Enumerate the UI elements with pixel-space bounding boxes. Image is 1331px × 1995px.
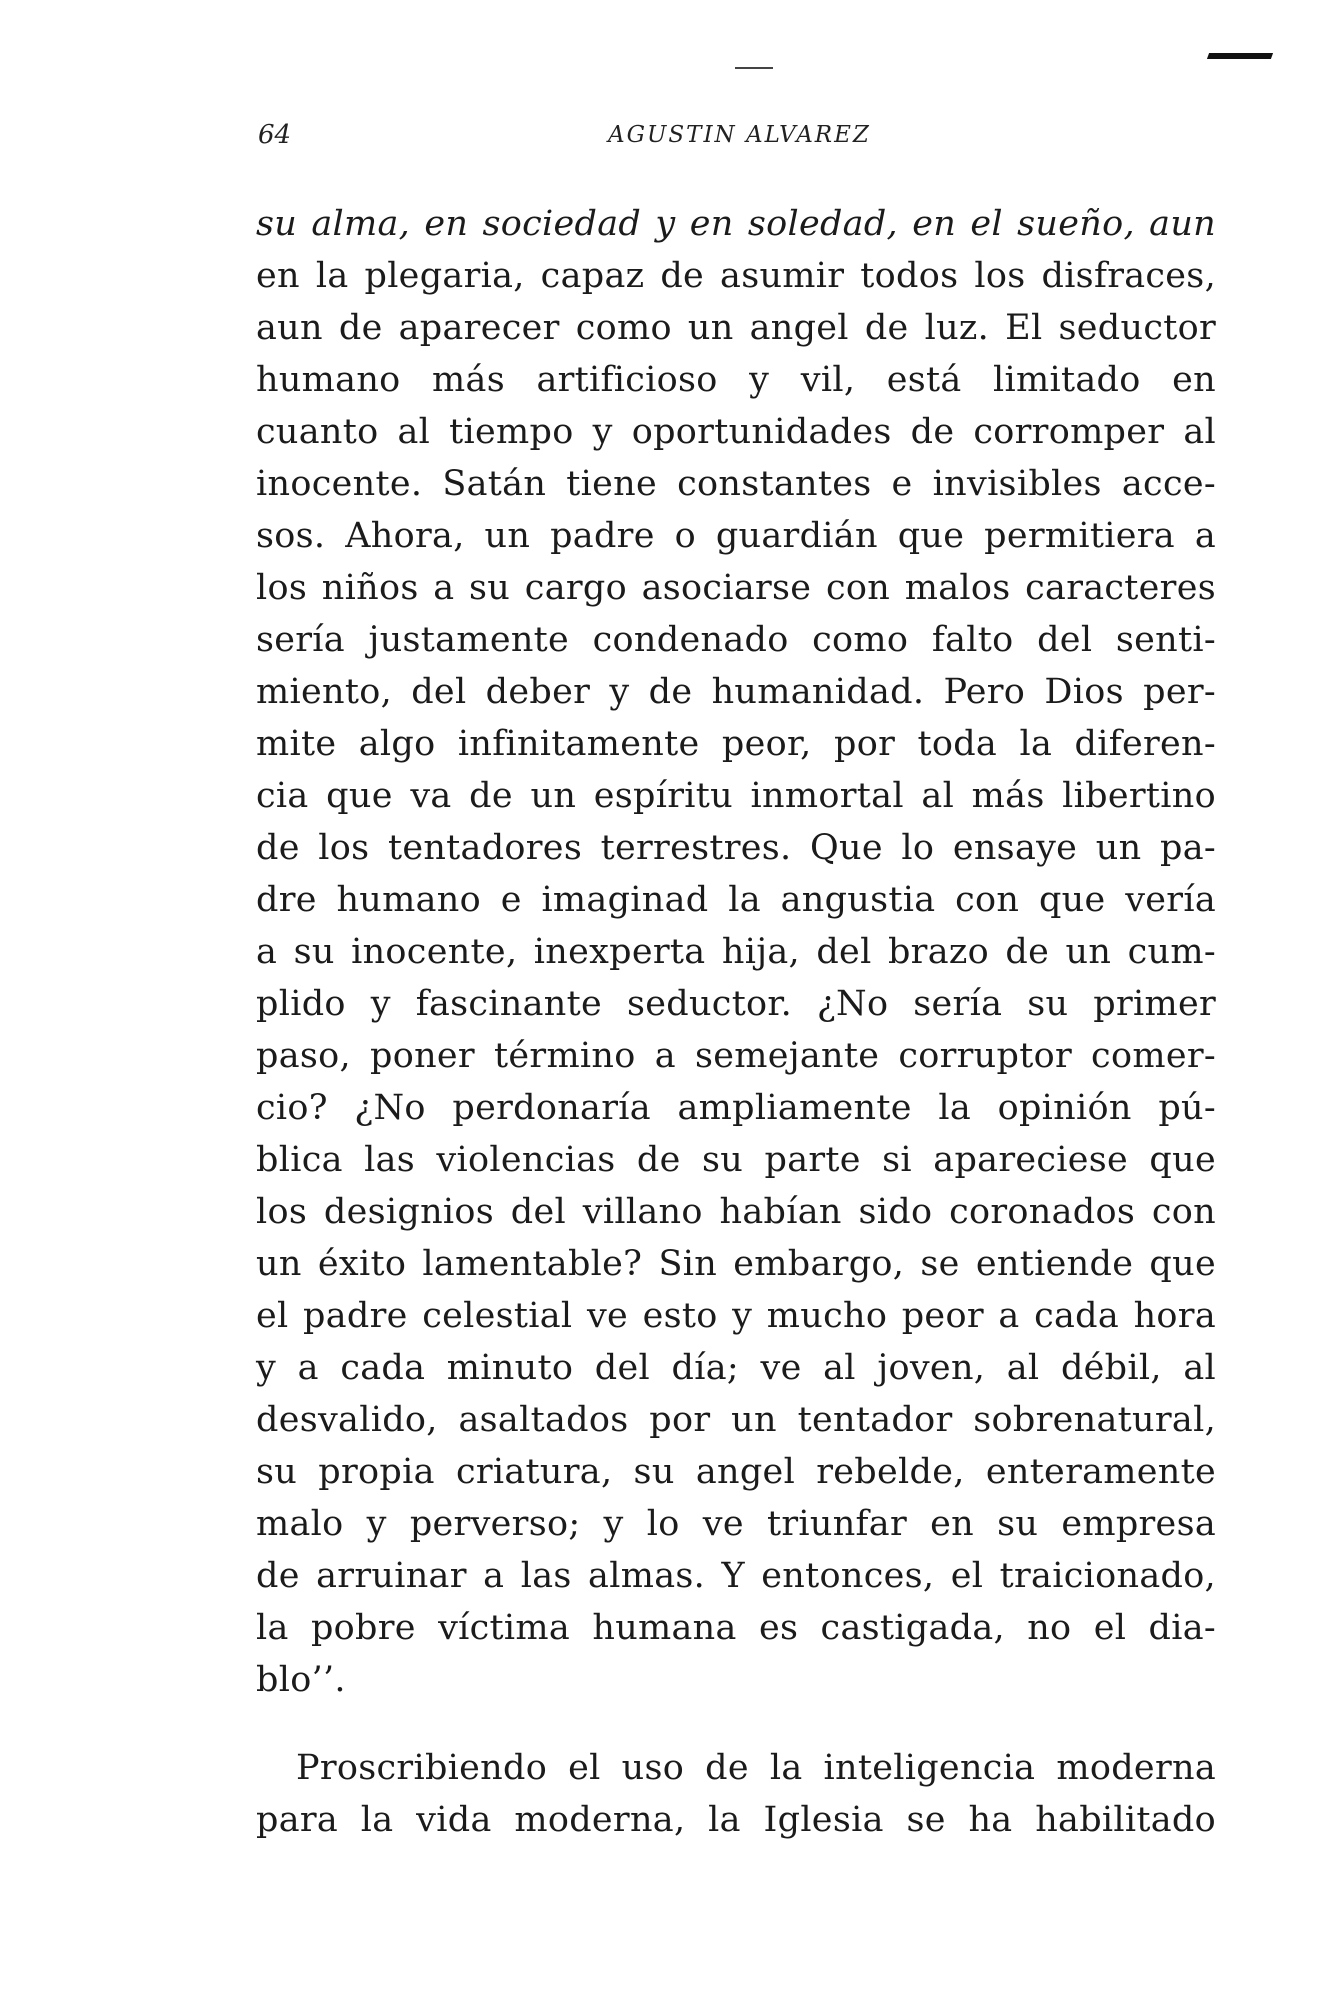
paragraph-1 bbox=[256, 198, 1216, 1706]
text-line: la pobre víctima humana es castigada, no el dia- bbox=[256, 1608, 1216, 1648]
text-line: dre humano e imaginad la angustia con que vería bbox=[256, 880, 1216, 920]
text-line: un éxito lamentable? Sin embargo, se entiende que bbox=[256, 1244, 1216, 1284]
text-line: cia que va de un espíritu inmortal al más libertino bbox=[256, 776, 1216, 816]
text-line: los designios del villano habían sido coronados con bbox=[256, 1192, 1216, 1232]
paragraph-gap bbox=[256, 1706, 1216, 1742]
text-line: paso, poner término a semejante corruptor comer- bbox=[256, 1036, 1216, 1076]
text-line: a su inocente, inexperta hija, del brazo de un cum- bbox=[256, 932, 1216, 972]
text-line: humano más artificioso y vil, está limitado en bbox=[256, 360, 1216, 400]
text-line: inocente. Satán tiene constantes e invisibles acce- bbox=[256, 464, 1216, 504]
text-line: cuanto al tiempo y oportunidades de corromper al bbox=[256, 412, 1216, 452]
body-text bbox=[256, 198, 1216, 1846]
text-line: para la vida moderna, la Iglesia se ha habilitado bbox=[256, 1800, 1216, 1840]
text-line: plido y fascinante seductor. ¿No sería su primer bbox=[256, 984, 1216, 1024]
page-header bbox=[258, 120, 1218, 160]
text-line: su alma, en sociedad y en soledad, en el sueño, aun bbox=[256, 204, 1216, 244]
text-line: el padre celestial ve esto y mucho peor a cada hora bbox=[256, 1296, 1216, 1336]
text-line: sos. Ahora, un padre o guardián que permitiera a bbox=[256, 516, 1216, 556]
text-line: en la plegaria, capaz de asumir todos los disfraces, bbox=[256, 256, 1216, 296]
text-line: los niños a su cargo asociarse con malos caracteres bbox=[256, 568, 1216, 608]
text-line: malo y perverso; y lo ve triunfar en su empresa bbox=[256, 1504, 1216, 1544]
text-line: de arruinar a las almas. Y entonces, el traicionado, bbox=[256, 1556, 1216, 1596]
text-line: cio? ¿No perdonaría ampliamente la opinión pú- bbox=[256, 1088, 1216, 1128]
text-line: desvalido, asaltados por un tentador sobrenatural, bbox=[256, 1400, 1216, 1440]
text-line: miento, del deber y de humanidad. Pero Dios per- bbox=[256, 672, 1216, 712]
text-line: mite algo infinitamente peor, por toda la diferen- bbox=[256, 724, 1216, 764]
paragraph-2 bbox=[256, 1742, 1216, 1846]
text-line: blo’’. bbox=[256, 1660, 346, 1700]
text-line: blica las violencias de su parte si apareciese que bbox=[256, 1140, 1216, 1180]
running-head: AGUSTIN ALVAREZ bbox=[608, 122, 871, 148]
text-line: y a cada minuto del día; ve al joven, al débil, al bbox=[256, 1348, 1216, 1388]
page-number: 64 bbox=[258, 120, 292, 150]
scan-mark bbox=[1207, 53, 1273, 59]
text-line: de los tentadores terrestres. Que lo ensaye un pa- bbox=[256, 828, 1216, 868]
text-line: su propia criatura, su angel rebelde, enteramente bbox=[256, 1452, 1216, 1492]
text-line: Proscribiendo el uso de la inteligencia moderna bbox=[296, 1748, 1216, 1788]
text-line: sería justamente condenado como falto del senti- bbox=[256, 620, 1216, 660]
text-line: aun de aparecer como un angel de luz. El seductor bbox=[256, 308, 1216, 348]
scan-mark bbox=[735, 67, 773, 69]
